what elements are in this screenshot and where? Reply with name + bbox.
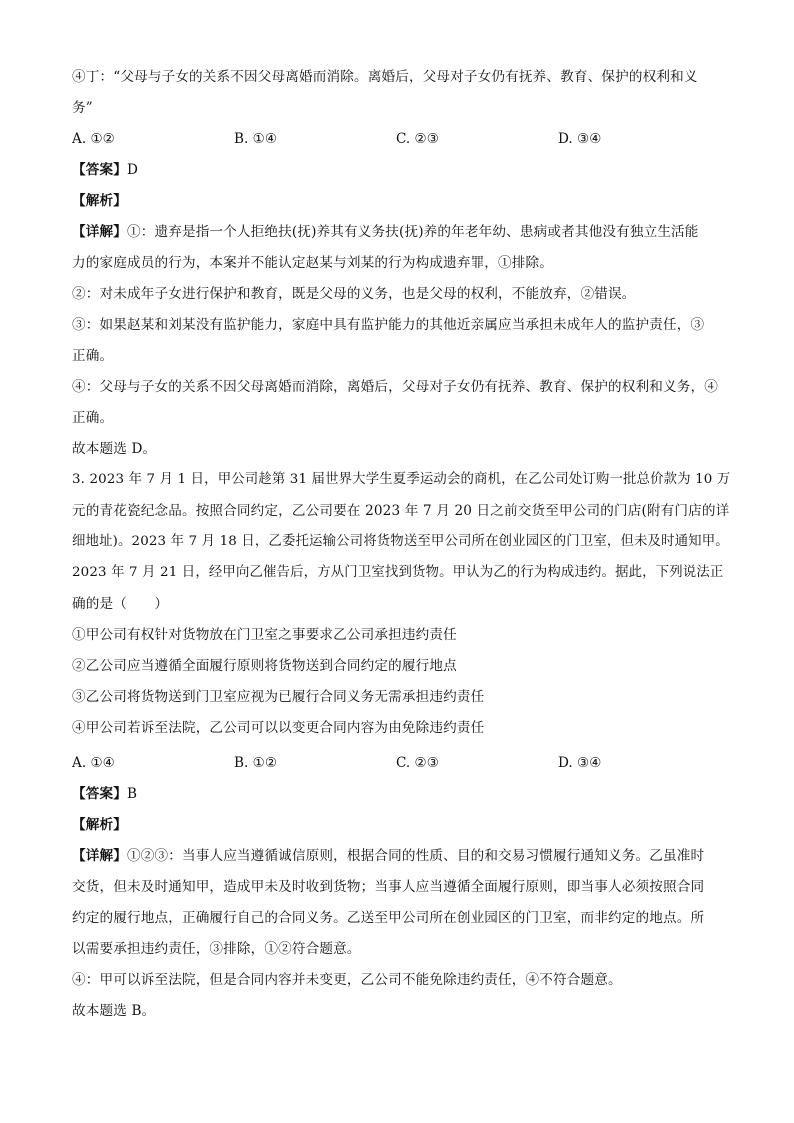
q3-stem-line1: 3. 2023 年 7 月 1 日，甲公司趁第 31 届世界大学生夏季运动会的商机，在乙公司处订购一批总价款为 10 万 bbox=[72, 472, 731, 487]
answer-value: D bbox=[126, 162, 139, 178]
q3-detail-1-line4: 以需要承担违约责任，③排除，①②符合题意。 bbox=[72, 941, 361, 957]
q2-option-d: D. ③④ bbox=[558, 131, 602, 147]
q2-detail-4-line2: 正确。 bbox=[72, 410, 114, 426]
q3-option-c: C. ②③ bbox=[396, 755, 439, 771]
q2-detail-4-line1: ④：父母与子女的关系不因父母离婚而消除，离婚后，父母对子女仍有抚养、教育、保护的权利和义务，④ bbox=[72, 379, 718, 395]
q3-stem-line2: 元的青花瓷纪念品。按照合同约定，乙公司要在 2023 年 7 月 20 日之前交货至甲公司的门店(附有门店的详 bbox=[72, 503, 730, 519]
q2-answer bbox=[72, 161, 732, 179]
q3-option-b: B. ①② bbox=[234, 755, 278, 771]
q2-statement-4-line1: ④丁：“父母与子女的关系不因父母离婚而消除。离婚后，父母对子女仍有抚养、教育、保护的权利和义 bbox=[72, 69, 698, 85]
q2-option-a: A. ①② bbox=[72, 131, 115, 147]
answer-tag: 【答案】 bbox=[72, 786, 127, 802]
q2-detail-2: ②：对未成年子女进行保护和教育，既是父母的义务，也是父母的权利，不能放弃，②错误。 bbox=[72, 286, 636, 302]
q3-answer bbox=[72, 785, 732, 803]
q3-statement-2: ②乙公司应当遵循全面履行原则将货物送到合同约定的履行地点 bbox=[72, 658, 457, 674]
detail-tag: 【详解】 bbox=[72, 848, 127, 864]
q3-option-a: A. ①④ bbox=[72, 755, 115, 771]
q3-stem-line4: 2023 年 7 月 21 日，经甲向乙催告后，方从门卫室找到货物。甲认为乙的行为构成违约。据此，下列说法正 bbox=[72, 565, 724, 580]
q3-detail-1-line1: 【详解】①②③：当事人应当遵循诚信原则，根据合同的性质、目的和交易习惯履行通知义务。乙虽准时 bbox=[72, 848, 705, 864]
q3-detail-1-line2: 交货，但未及时通知甲，造成甲未及时收到货物；当事人应当遵循全面履行原则，即当事人必须按照合同 bbox=[72, 879, 705, 895]
detail-tag: 【详解】 bbox=[72, 224, 127, 240]
q2-option-c: C. ②③ bbox=[396, 131, 439, 147]
q2-option-b: B. ①④ bbox=[234, 131, 278, 147]
answer-tag: 【答案】 bbox=[72, 162, 127, 178]
q3-conclusion: 故本题选 B。 bbox=[72, 1003, 156, 1019]
answer-value: B bbox=[126, 786, 138, 802]
q2-detail-1-line1: 【详解】①：遗弃是指一个人拒绝扶(抚)养其有义务扶(抚)养的年老年幼、患病或者其他没有独立生活能 bbox=[72, 224, 699, 240]
q3-detail-1-line3: 约定的履行地点，正确履行自己的合同义务。乙送至甲公司所在创业园区的门卫室，而非约定的地点。所 bbox=[72, 910, 705, 926]
q2-detail-3-line2: 正确。 bbox=[72, 348, 114, 364]
q2-detail-3-line1: ③：如果赵某和刘某没有监护能力，家庭中具有监护能力的其他近亲属应当承担未成年人的监护责任，③ bbox=[72, 317, 705, 333]
q2-statement-4-line2: 务” bbox=[72, 100, 93, 116]
q3-stem-line5: 确的是（ ） bbox=[72, 596, 169, 612]
q3-statement-3: ③乙公司将货物送到门卫室应视为已履行合同义务无需承担违约责任 bbox=[72, 689, 485, 705]
q3-option-d: D. ③④ bbox=[558, 755, 602, 771]
q2-conclusion: 故本题选 D。 bbox=[72, 441, 157, 457]
q3-statement-4: ④甲公司若诉至法院，乙公司可以以变更合同内容为由免除违约责任 bbox=[72, 720, 485, 736]
q3-analysis-tag: 【解析】 bbox=[72, 817, 127, 833]
q2-detail-1-line2: 力的家庭成员的行为，本案并不能认定赵某与刘某的行为构成遗弃罪，①排除。 bbox=[72, 255, 554, 271]
q2-analysis-tag: 【解析】 bbox=[72, 193, 127, 209]
q3-detail-2: ④：甲可以诉至法院，但是合同内容并未变更，乙公司不能免除违约责任，④不符合题意。 bbox=[72, 972, 622, 988]
q3-stem-line3: 细地址)。2023 年 7 月 18 日，乙委托运输公司将货物送至甲公司所在创业园区的门卫室，但未及时通知甲。 bbox=[72, 534, 729, 549]
q3-statement-1: ①甲公司有权针对货物放在门卫室之事要求乙公司承担违约责任 bbox=[72, 627, 457, 643]
